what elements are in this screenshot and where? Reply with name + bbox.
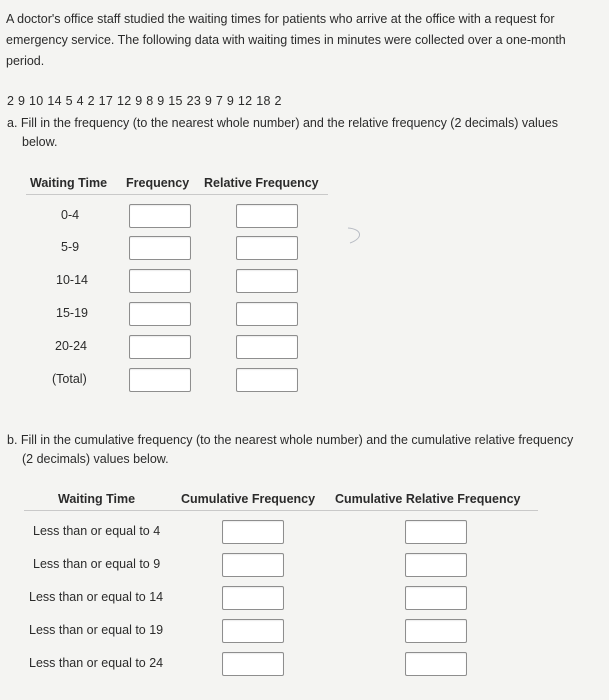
row-label: 5-9 (61, 240, 80, 254)
table-b-header-cumulative-relative-frequency: Cumulative Relative Frequency (335, 492, 521, 506)
part-a-instruction-line2: below. (22, 135, 58, 149)
row-label: 20-24 (55, 339, 87, 353)
stray-pen-mark-icon (344, 224, 370, 246)
part-a-instructions (7, 114, 602, 152)
table-b-header-divider (24, 510, 538, 511)
row-label: Less than or equal to 19 (29, 623, 164, 637)
row-label: Less than or equal to 14 (29, 590, 164, 604)
cumulative-frequency-input-le-19[interactable] (222, 619, 284, 643)
table-b-header-cumulative-frequency: Cumulative Frequency (181, 492, 316, 506)
problem-intro: A doctor's office staff studied the waiting times for patients who arrive at the office with a request for emergency service. The following data with waiting times in minutes were collected over a one-month period. (6, 12, 566, 68)
cumulative-frequency-input-le-24[interactable] (222, 652, 284, 676)
frequency-input-5-9[interactable] (129, 236, 191, 260)
table-a-header-relative-frequency: Relative Frequency (204, 176, 319, 190)
cumulative-frequency-input-le-14[interactable] (222, 586, 284, 610)
row-label: 0-4 (61, 208, 80, 222)
frequency-input-0-4[interactable] (129, 204, 191, 228)
relative-frequency-input-total[interactable] (236, 368, 298, 392)
relative-frequency-input-0-4[interactable] (236, 204, 298, 228)
part-b-instruction-line1: b. Fill in the cumulative frequency (to the nearest whole number) and the cumulative relative frequency (7, 433, 574, 447)
row-label: 10-14 (56, 273, 88, 287)
cumulative-relative-frequency-input-le-9[interactable] (405, 553, 467, 577)
table-a-header-frequency: Frequency (126, 176, 190, 190)
cumulative-relative-frequency-input-le-19[interactable] (405, 619, 467, 643)
relative-frequency-input-5-9[interactable] (236, 236, 298, 260)
part-a-instruction-line1: a. Fill in the frequency (to the nearest whole number) and the relative frequency (2 decimals) values (7, 116, 558, 130)
relative-frequency-input-15-19[interactable] (236, 302, 298, 326)
frequency-input-10-14[interactable] (129, 269, 191, 293)
part-b-instructions (7, 431, 609, 469)
cumulative-frequency-input-le-9[interactable] (222, 553, 284, 577)
cumulative-frequency-input-le-4[interactable] (222, 520, 284, 544)
row-label: Less than or equal to 24 (29, 656, 164, 670)
frequency-input-20-24[interactable] (129, 335, 191, 359)
frequency-input-15-19[interactable] (129, 302, 191, 326)
frequency-input-total[interactable] (129, 368, 191, 392)
row-label: 15-19 (56, 306, 88, 320)
row-label: (Total) (52, 372, 87, 386)
table-a-header-divider (26, 194, 328, 195)
table-b-header-waiting-time: Waiting Time (58, 492, 136, 506)
cumulative-relative-frequency-input-le-4[interactable] (405, 520, 467, 544)
relative-frequency-input-10-14[interactable] (236, 269, 298, 293)
data-values: 2 9 10 14 5 4 2 17 12 9 8 9 15 23 9 7 9 12 18 2 (7, 94, 282, 108)
relative-frequency-input-20-24[interactable] (236, 335, 298, 359)
row-label: Less than or equal to 4 (33, 524, 161, 538)
table-a-header-waiting-time: Waiting Time (30, 176, 108, 190)
cumulative-relative-frequency-input-le-14[interactable] (405, 586, 467, 610)
row-label: Less than or equal to 9 (33, 557, 161, 571)
part-b-instruction-line2: (2 decimals) values below. (22, 452, 169, 466)
cumulative-relative-frequency-input-le-24[interactable] (405, 652, 467, 676)
